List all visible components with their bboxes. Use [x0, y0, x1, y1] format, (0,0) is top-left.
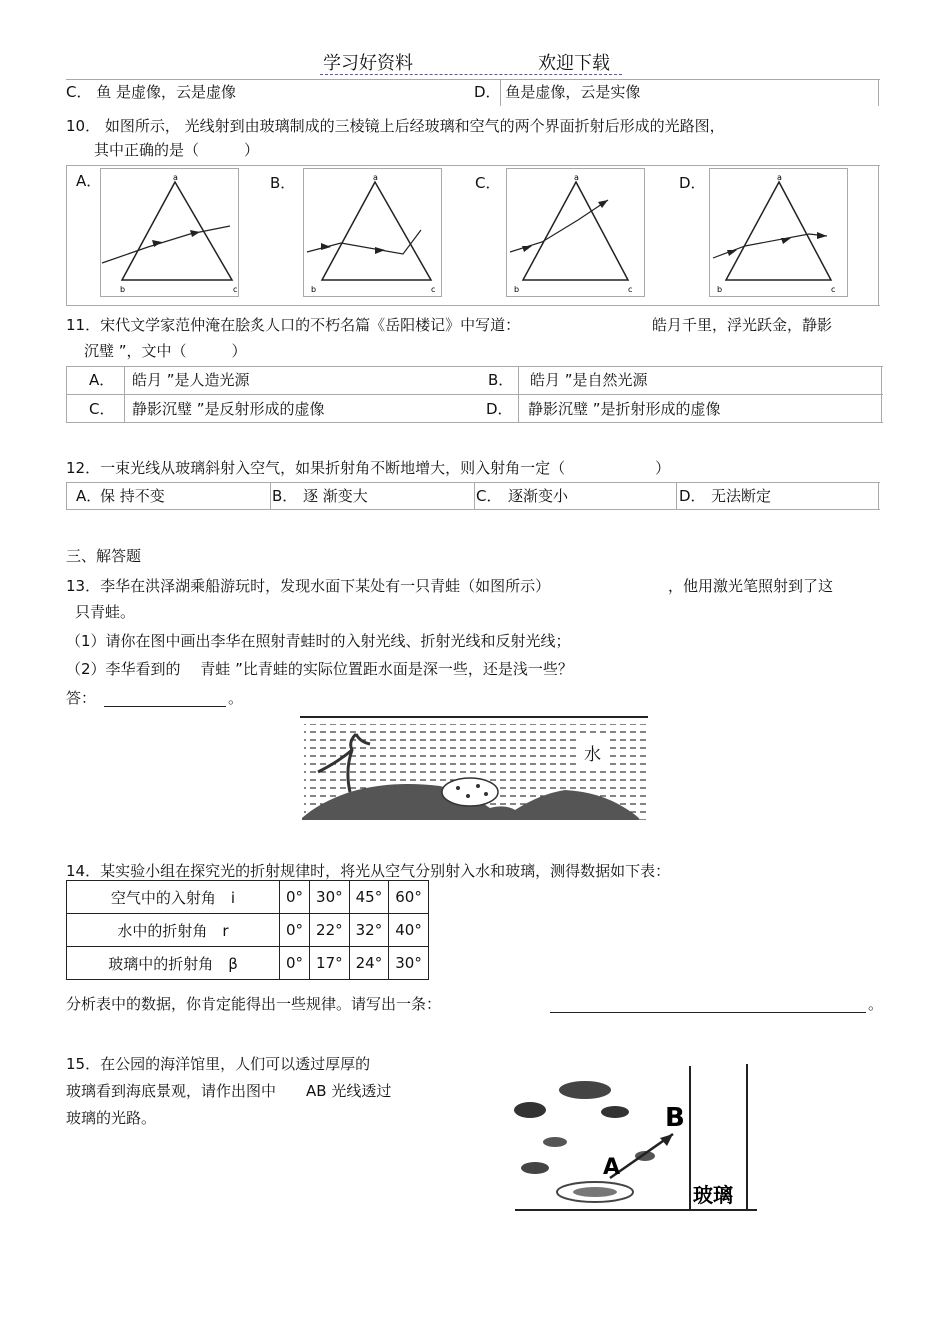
q13-answer-label: 答： — [66, 689, 97, 707]
q15-line1: 15．在公园的海洋馆里，人们可以透过厚厚的 — [66, 1055, 371, 1073]
label-a: A — [603, 1155, 621, 1180]
table-row — [67, 947, 429, 980]
section-title: 三、解答题 — [66, 547, 142, 565]
vertex-label-b: b — [717, 285, 723, 294]
table-cell: 17° — [310, 947, 350, 980]
table-row — [67, 881, 429, 914]
table-row — [67, 914, 429, 947]
vertex-label-c: c — [628, 285, 633, 294]
q13-water-figure — [300, 712, 650, 824]
vertex-label-a: a — [173, 173, 178, 182]
q12-option-b-letter: B． — [272, 487, 298, 505]
prism-figure-d — [709, 168, 849, 298]
q13-answer-blank[interactable] — [104, 706, 226, 707]
table-cell: 60° — [389, 881, 429, 914]
q10-option-c-letter: C． — [475, 174, 501, 192]
vertex-label-c: c — [431, 285, 436, 294]
header-left: 学习好资料 — [323, 53, 413, 74]
vertex-label-a: a — [777, 173, 782, 182]
q11-option-a-letter: A． — [89, 371, 115, 389]
q11-option-c-letter: C． — [89, 400, 115, 418]
q11-option-d-text: 静影沉璧 ”是折射形成的虚像 — [528, 400, 721, 418]
q12-option-d-text: 无法断定 — [711, 487, 772, 505]
q13-answer-end: 。 — [228, 689, 244, 707]
q11-option-a-text: 皓月 ”是人造光源 — [132, 371, 250, 389]
q13-line1b: ，他用激光笔照射到了这 — [668, 577, 834, 595]
table-cell: 40° — [389, 914, 429, 947]
q12-option-c-letter: C． — [476, 487, 502, 505]
q11-option-c-text: 静影沉璧 ”是反射形成的虚像 — [132, 400, 325, 418]
vertex-label-a: a — [373, 173, 378, 182]
vertex-label-c: c — [831, 285, 836, 294]
vertex-label-c: c — [233, 285, 238, 294]
vertex-label-b: b — [311, 285, 317, 294]
q12-option-a-text: 保 持不变 — [100, 487, 165, 505]
q12-option-a-letter: A． — [76, 487, 102, 505]
q9-option-d: D． 鱼是虚像，云是实像 — [474, 83, 641, 101]
table-cell: 45° — [349, 881, 389, 914]
header-underline — [320, 74, 622, 75]
table-cell: 30° — [389, 947, 429, 980]
q13-sub2: （2）李华看到的 青蛙 ”比青蛙的实际位置距水面是深一些，还是浅一些？ — [66, 660, 573, 678]
q10-option-b-letter: B． — [270, 174, 296, 192]
q12-option-d-letter: D． — [679, 487, 706, 505]
header-right: 欢迎下载 — [538, 53, 610, 74]
water-label: 水 — [584, 745, 601, 765]
table-cell: 24° — [349, 947, 389, 980]
table-cell: 0° — [280, 881, 310, 914]
table-cell: 30° — [310, 881, 350, 914]
table-cell: 0° — [280, 914, 310, 947]
refraction-data-table — [66, 880, 429, 980]
q15-line2: 玻璃看到海底景观，请作出图中 AB 光线透过 — [66, 1082, 392, 1100]
q12-line1: 12．一束光线从玻璃斜射入空气，如果折射角不断地增大，则入射角一定（ ） — [66, 459, 671, 477]
prism-figure-c — [506, 168, 646, 298]
glass-label: 玻璃 — [693, 1183, 733, 1207]
q10-option-d-letter: D． — [679, 174, 706, 192]
q9-option-c: C． 鱼 是虚像，云是虚像 — [66, 83, 237, 101]
q12-option-b-text: 逐 渐变大 — [303, 487, 368, 505]
q12-option-c-text: 逐渐变小 — [508, 487, 569, 505]
table-row-label: 空气中的入射角 i — [67, 881, 280, 914]
q14-end: 。 — [868, 995, 884, 1013]
vertex-label-a: a — [574, 173, 579, 182]
table-cell: 0° — [280, 947, 310, 980]
q14-prompt: 分析表中的数据，你肯定能得出一些规律。请写出一条： — [66, 995, 442, 1013]
vertex-label-b: b — [120, 285, 126, 294]
q11-line1b: 皓月千里，浮光跃金，静影 — [652, 316, 833, 334]
q15-line3: 玻璃的光路。 — [66, 1109, 157, 1127]
q14-answer-blank[interactable] — [550, 1012, 866, 1013]
q14-line1: 14．某实验小组在探究光的折射规律时，将光从空气分别射入水和玻璃，测得数据如下表： — [66, 862, 671, 880]
q11-option-b-text: 皓月 ”是自然光源 — [530, 371, 648, 389]
table-row-label: 水中的折射角 r — [67, 914, 280, 947]
q11-option-d-letter: D． — [486, 400, 513, 418]
q13-line1a: 13．李华在洪泽湖乘船游玩时，发现水面下某处有一只青蛙（如图所示） — [66, 577, 551, 595]
q10-option-a-letter: A． — [76, 172, 102, 190]
table-cell: 32° — [349, 914, 389, 947]
q15-aquarium-figure — [495, 1060, 760, 1215]
q10-line2: 其中正确的是（ ） — [94, 141, 260, 159]
prism-figure-a — [100, 168, 240, 298]
q11-line2: 沉璧 ”，文中（ ） — [84, 342, 247, 360]
table-row-label: 玻璃中的折射角 β — [67, 947, 280, 980]
q13-sub1: （1）请你在图中画出李华在照射青蛙时的入射光线、折射光线和反射光线； — [66, 632, 571, 650]
label-b: B — [665, 1103, 685, 1133]
prism-figure-b — [303, 168, 443, 298]
q10-line1: 10． 如图所示， 光线射到由玻璃制成的三棱镜上后经玻璃和空气的两个界面折射后形成的光路图， — [66, 117, 725, 135]
q11-line1a: 11．宋代文学家范仲淹在脍炙人口的不朽名篇《岳阳楼记》中写道： — [66, 316, 521, 334]
vertex-label-b: b — [514, 285, 520, 294]
q13-line2: 只青蛙。 — [75, 603, 136, 621]
table-cell: 22° — [310, 914, 350, 947]
q11-option-b-letter: B． — [488, 371, 514, 389]
frog-icon — [442, 778, 498, 806]
